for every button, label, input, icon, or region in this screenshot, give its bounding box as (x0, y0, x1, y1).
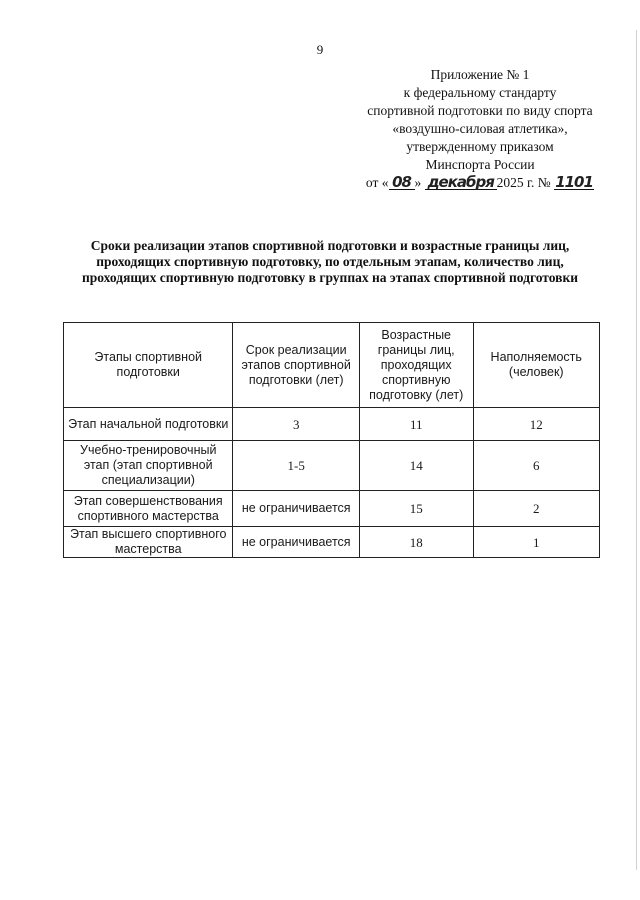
age-cell: 18 (359, 527, 473, 558)
capacity-cell: 1 (473, 527, 600, 558)
age-cell: 15 (359, 491, 473, 527)
appendix-line: Приложение № 1 (430, 67, 530, 82)
appendix-line: спортивной подготовки по виду спорта (367, 103, 593, 118)
appendix-line: к федеральному стандарту (403, 85, 557, 100)
duration-cell: 1-5 (233, 441, 359, 491)
header-duration: Срок реализации этапов спортивной подготовки (лет) (233, 323, 359, 408)
stage-cell: Этап совершенствования спортивного мастерства (64, 491, 233, 527)
stage-cell: Этап начальной подготовки (64, 408, 233, 441)
appendix-line: «воздушно-силовая атлетика», (392, 121, 568, 136)
capacity-cell: 2 (473, 491, 600, 527)
handwritten-day: 08 (389, 175, 415, 190)
appendix-line: утвержденному приказом (406, 139, 554, 154)
stage-cell: Этап высшего спортивного мастерства (64, 527, 233, 558)
duration-cell: не ограничивается (233, 491, 359, 527)
table-header-row (64, 323, 600, 408)
document-title: Сроки реализации этапов спортивной подготовки и возрастные границы лиц, проходящих спортивную подготовку, по отдельным этапам, количество лиц, проходящих спортивную подготовку в группах на этапах спортивной подготовки (81, 238, 579, 285)
date-prefix: от « (365, 175, 389, 190)
table-row (64, 408, 600, 441)
handwritten-order-number: 1101 (555, 173, 593, 191)
order-date-line (330, 174, 630, 192)
table-row (64, 441, 600, 491)
header-stages: Этапы спортивной подготовки (64, 323, 233, 408)
date-quote: » (414, 175, 422, 190)
duration-cell: 3 (233, 408, 359, 441)
appendix-line: Минспорта России (425, 157, 535, 172)
age-cell: 14 (359, 441, 473, 491)
date-year: 2025 г. № (496, 175, 551, 190)
header-age-limits: Возрастные границы лиц, проходящих спортивную подготовку (лет) (359, 323, 473, 408)
age-cell: 11 (359, 408, 473, 441)
stages-table (63, 322, 600, 558)
handwritten-month: декабря (425, 175, 497, 190)
page-number: 9 (316, 42, 324, 57)
duration-cell: не ограничивается (233, 527, 359, 558)
scan-edge-mark (636, 30, 637, 870)
header-capacity: Наполняемость (человек) (473, 323, 600, 408)
capacity-cell: 12 (473, 408, 600, 441)
stage-cell: Учебно-тренировочный этап (этап спортивной специализации) (64, 441, 233, 491)
appendix-block (330, 66, 630, 192)
table-row (64, 491, 600, 527)
capacity-cell: 6 (473, 441, 600, 491)
table-row (64, 527, 600, 558)
